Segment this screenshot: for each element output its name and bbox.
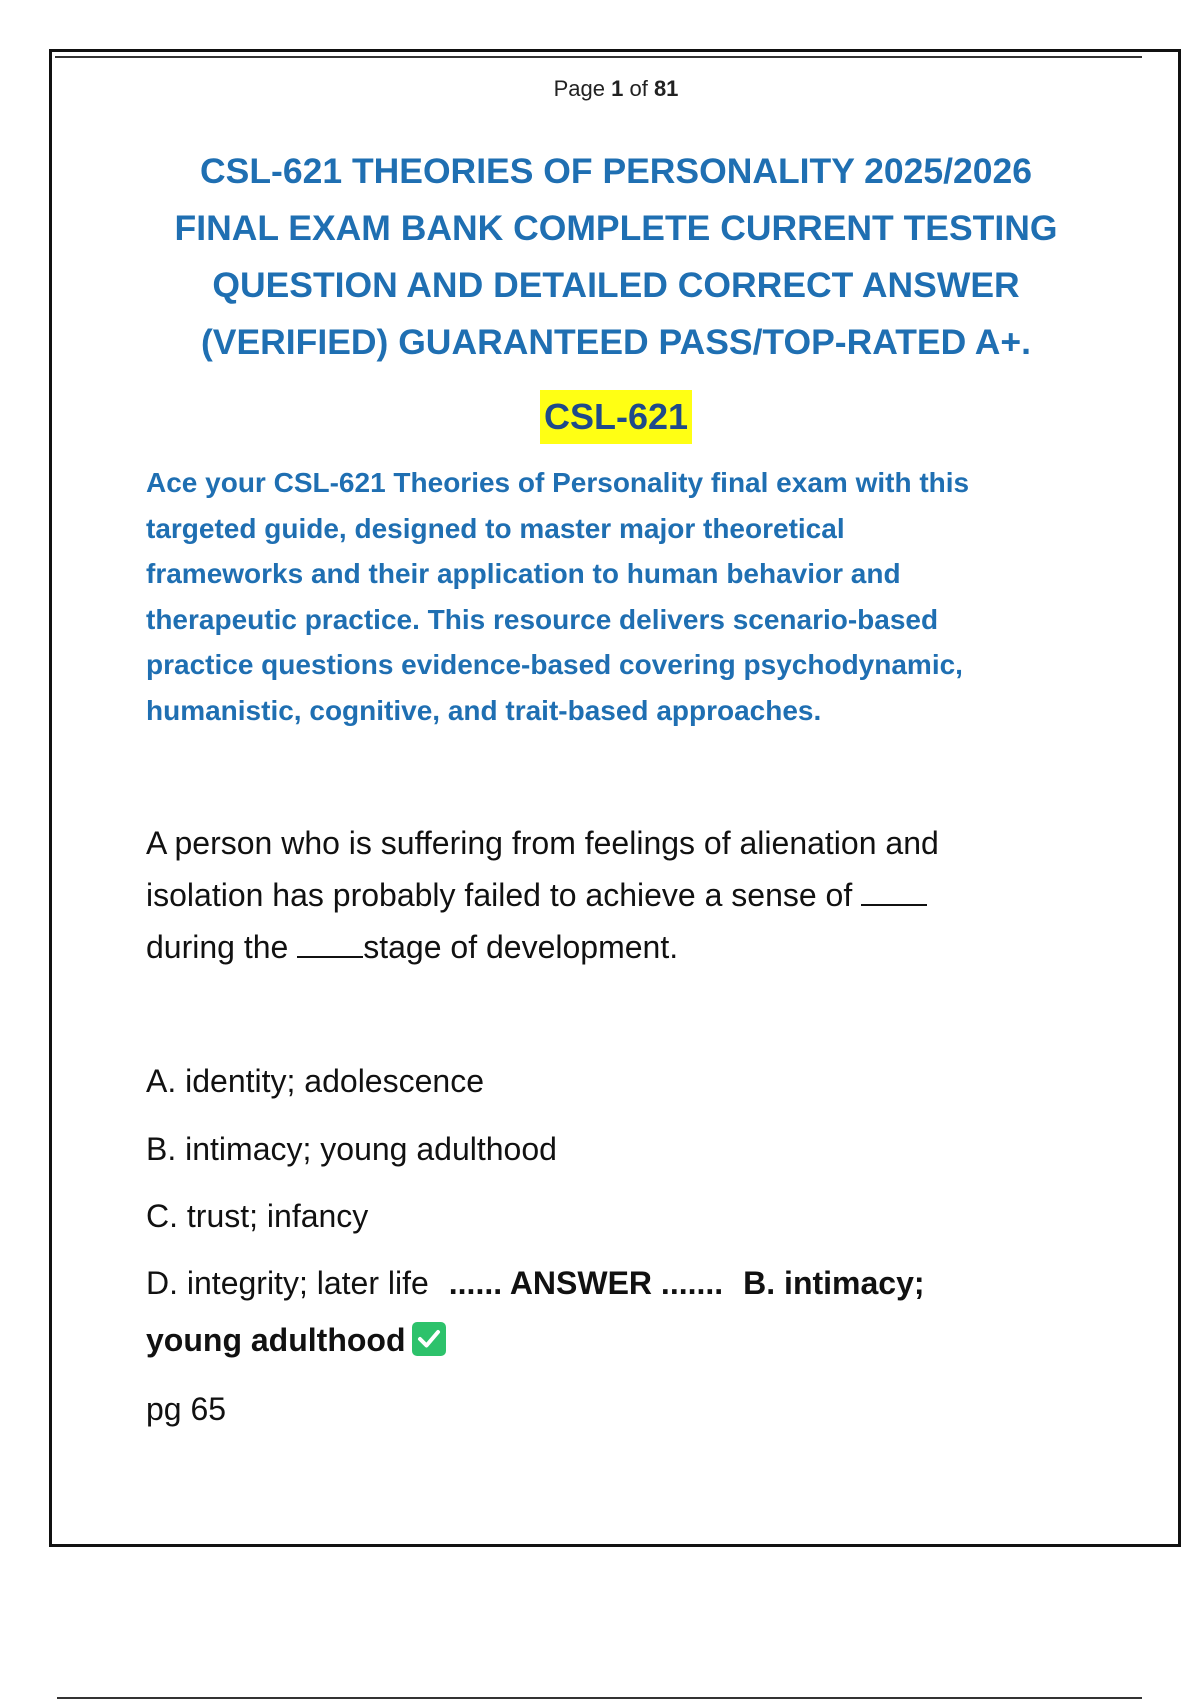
intro-line: Ace your CSL-621 Theories of Personality final exam with this <box>146 467 970 498</box>
question-line <box>146 921 1046 973</box>
intro-paragraph <box>146 460 1076 733</box>
course-code-highlight: CSL-621 <box>540 390 692 444</box>
title-line: FINAL EXAM BANK COMPLETE CURRENT TESTING <box>174 208 1058 248</box>
question-line-text: isolation has probably failed to achieve a sense of <box>146 877 853 913</box>
answer-value: B. intimacy; <box>743 1265 925 1301</box>
option-a: A. identity; adolescence <box>146 1063 484 1099</box>
answer-blank <box>861 874 927 906</box>
title-line: (VERIFIED) GUARANTEED PASS/TOP-RATED A+. <box>200 322 1032 362</box>
intro-line: targeted guide, designed to master major theoretical <box>146 512 845 544</box>
question-text <box>146 817 1046 973</box>
page-reference: pg 65 <box>146 1391 227 1427</box>
page-total: 81 <box>653 76 679 101</box>
course-code-row <box>0 390 1200 444</box>
intro-line: therapeutic practice. This resource delivers scenario-based <box>146 603 939 635</box>
answer-continuation <box>146 1317 446 1363</box>
answer-blank <box>297 926 363 958</box>
intro-line: frameworks and their application to human behavior and <box>146 558 901 589</box>
question-line <box>146 869 1046 921</box>
option-c: C. trust; infancy <box>146 1198 369 1234</box>
option-d-with-answer <box>146 1260 925 1306</box>
question-line-text: stage of development. <box>363 929 679 965</box>
title-line: CSL-621 THEORIES OF PERSONALITY 2025/2026 <box>200 151 1032 191</box>
option-d: D. integrity; later life <box>146 1265 429 1301</box>
option-b: B. intimacy; young adulthood <box>146 1131 557 1167</box>
page-indicator <box>0 76 1200 102</box>
answer-separator: ...... ANSWER ....... <box>448 1265 724 1301</box>
title-line: QUESTION AND DETAILED CORRECT ANSWER <box>212 265 1020 305</box>
answer-value-cont: young adulthood <box>146 1322 406 1358</box>
page-of: of <box>629 76 648 101</box>
intro-line: humanistic, cognitive, and trait-based approaches. <box>146 694 822 726</box>
top-divider <box>55 56 1142 58</box>
question-line-text: during the <box>146 929 289 965</box>
question-line: A person who is suffering from feelings of alienation and <box>146 825 939 861</box>
checkmark-icon <box>412 1322 446 1356</box>
bottom-divider <box>57 1697 1142 1699</box>
document-title <box>140 143 1092 371</box>
page-word: Page <box>553 76 605 101</box>
intro-line: practice questions evidence-based covering psychodynamic, <box>146 649 963 680</box>
page-current: 1 <box>611 76 624 101</box>
